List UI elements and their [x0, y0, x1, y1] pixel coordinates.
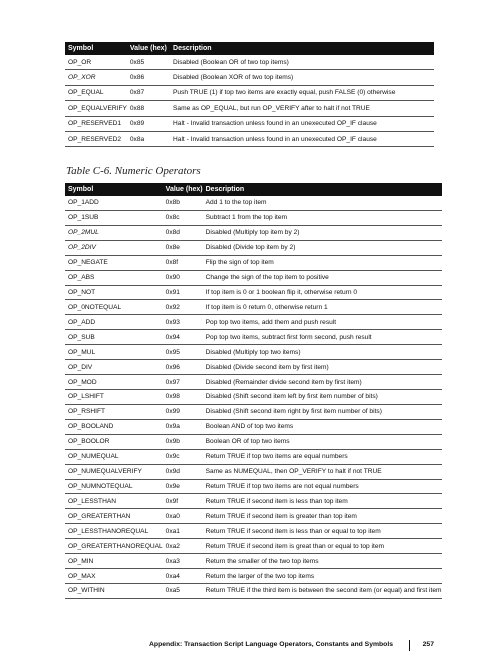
cell-symbol: OP_EQUAL [65, 85, 127, 100]
table-row [65, 101, 434, 116]
table-caption: Table C-6. Numeric Operators [66, 165, 201, 177]
table-row [65, 404, 442, 419]
cell-symbol: OP_ABS [65, 270, 163, 285]
cell-description: Pop top two items, subtract first form second, push result [203, 330, 442, 345]
table-row [65, 375, 442, 390]
cell-symbol: OP_SUB [65, 330, 163, 345]
cell-description: Return the smaller of the two top items [203, 554, 442, 569]
cell-description: Return TRUE if top two items are equal numbers [203, 449, 442, 464]
table-row [65, 524, 442, 539]
table-header-row [65, 42, 434, 55]
column-header-value: Value (hex) [163, 183, 203, 196]
column-header-value: Value (hex) [127, 42, 170, 55]
cell-description: Disabled (Divide top item by 2) [203, 240, 442, 255]
cell-value: 0x8f [163, 255, 203, 270]
cell-symbol: OP_NUMNOTEQUAL [65, 479, 163, 494]
cell-value: 0x8a [127, 131, 170, 146]
table-row [65, 509, 442, 524]
cell-value: 0x95 [163, 345, 203, 360]
cell-value: 0x97 [163, 375, 203, 390]
column-header-description: Description [203, 183, 442, 196]
cell-description: Same as NUMEQUAL, then OP_VERIFY to halt if not TRUE [203, 464, 442, 479]
cell-symbol: OP_0NOTEQUAL [65, 300, 163, 315]
cell-value: 0x92 [163, 300, 203, 315]
table-row [65, 569, 442, 584]
cell-value: 0x8c [163, 210, 203, 225]
cell-symbol: OP_1ADD [65, 196, 163, 210]
column-header-description: Description [170, 42, 434, 55]
cell-description: Return TRUE if second item is greater than top item [203, 509, 442, 524]
cell-value: 0x9b [163, 434, 203, 449]
table-row [65, 285, 442, 300]
page-footer [0, 640, 434, 652]
table-row [65, 300, 442, 315]
table-body [65, 196, 442, 598]
cell-description: Disabled (Shift second item left by first item number of bits) [203, 389, 442, 404]
footer-chapter-title: Appendix: Transaction Script Language Operators, Constants and Symbols [149, 641, 393, 648]
cell-value: 0xa1 [163, 524, 203, 539]
cell-symbol: OP_EQUALVERIFY [65, 101, 127, 116]
cell-symbol: OP_BOOLAND [65, 419, 163, 434]
cell-value: 0x8b [163, 196, 203, 210]
cell-description: Same as OP_EQUAL, but run OP_VERIFY after to halt if not TRUE [170, 101, 434, 116]
cell-description: Disabled (Multiply top item by 2) [203, 225, 442, 240]
cell-value: 0xa2 [163, 539, 203, 554]
cell-symbol: OP_OR [65, 55, 127, 70]
cell-value: 0x87 [127, 85, 170, 100]
page-number: 257 [422, 641, 434, 648]
cell-symbol: OP_XOR [65, 70, 127, 85]
cell-description: Boolean AND of top two items [203, 419, 442, 434]
cell-symbol: OP_WITHIN [65, 583, 163, 598]
cell-symbol: OP_LSHIFT [65, 389, 163, 404]
cell-value: 0xa3 [163, 554, 203, 569]
cell-value: 0x96 [163, 360, 203, 375]
cell-description: Disabled (Remainder divide second item by first item) [203, 375, 442, 390]
table-row [65, 360, 442, 375]
cell-symbol: OP_GREATERTHANOREQUAL [65, 539, 163, 554]
cell-value: 0x99 [163, 404, 203, 419]
table-row [65, 434, 442, 449]
table-row [65, 449, 442, 464]
table-row [65, 240, 442, 255]
footer-divider [409, 640, 410, 651]
cell-value: 0x88 [127, 101, 170, 116]
cell-description: Flip the sign of top item [203, 255, 442, 270]
table-row [65, 210, 442, 225]
table-row [65, 539, 442, 554]
cell-value: 0x9f [163, 494, 203, 509]
cell-symbol: OP_MOD [65, 375, 163, 390]
cell-symbol: OP_RESERVED1 [65, 116, 127, 131]
cell-description: If top item is 0 return 0, otherwise return 1 [203, 300, 442, 315]
cell-symbol: OP_1SUB [65, 210, 163, 225]
cell-description: Return the larger of the two top items [203, 569, 442, 584]
cell-description: Boolean OR of top two items [203, 434, 442, 449]
cell-value: 0x86 [127, 70, 170, 85]
table-row [65, 494, 442, 509]
cell-symbol: OP_MIN [65, 554, 163, 569]
table-row [65, 225, 442, 240]
cell-description: Add 1 to the top item [203, 196, 442, 210]
cell-symbol: OP_MAX [65, 569, 163, 584]
table-row [65, 255, 442, 270]
column-header-symbol: Symbol [65, 42, 127, 55]
table-row [65, 85, 434, 100]
cell-symbol: OP_2DIV [65, 240, 163, 255]
cell-description: Disabled (Boolean OR of two top items) [170, 55, 434, 70]
cell-description: Push TRUE (1) if top two items are exactly equal, push FALSE (0) otherwise [170, 85, 434, 100]
cell-description: Disabled (Divide second item by first item) [203, 360, 442, 375]
cell-symbol: OP_MUL [65, 345, 163, 360]
table-row [65, 270, 442, 285]
opcode-table-continued [65, 42, 434, 147]
cell-value: 0x9a [163, 419, 203, 434]
cell-value: 0x91 [163, 285, 203, 300]
cell-description: Change the sign of the top item to positive [203, 270, 442, 285]
cell-description: Pop top two items, add them and push result [203, 315, 442, 330]
table-row [65, 554, 442, 569]
cell-symbol: OP_RSHIFT [65, 404, 163, 419]
cell-value: 0x8e [163, 240, 203, 255]
cell-value: 0x8d [163, 225, 203, 240]
table-row [65, 583, 442, 598]
cell-description: Subtract 1 from the top item [203, 210, 442, 225]
table-row [65, 479, 442, 494]
cell-value: 0xa5 [163, 583, 203, 598]
numeric-operators-table [65, 183, 442, 599]
cell-value: 0x9d [163, 464, 203, 479]
cell-value: 0x9e [163, 479, 203, 494]
cell-symbol: OP_NEGATE [65, 255, 163, 270]
table-row [65, 345, 442, 360]
table-row [65, 196, 442, 210]
table-header-row [65, 183, 442, 196]
cell-symbol: OP_NUMEQUALVERIFY [65, 464, 163, 479]
cell-symbol: OP_BOOLOR [65, 434, 163, 449]
cell-description: If top item is 0 or 1 boolean flip it, otherwise return 0 [203, 285, 442, 300]
cell-symbol: OP_LESSTHAN [65, 494, 163, 509]
cell-value: 0x90 [163, 270, 203, 285]
table-row [65, 315, 442, 330]
cell-symbol: OP_LESSTHANOREQUAL [65, 524, 163, 539]
table-row [65, 131, 434, 146]
cell-description: Return TRUE if second item is great than or equal to top item [203, 539, 442, 554]
table-body [65, 55, 434, 147]
cell-value: 0x94 [163, 330, 203, 345]
table-row [65, 55, 434, 70]
column-header-symbol: Symbol [65, 183, 163, 196]
cell-symbol: OP_DIV [65, 360, 163, 375]
cell-description: Return TRUE if the third item is between the second item (or equal) and first item [203, 583, 442, 598]
cell-description: Disabled (Boolean XOR of two top items) [170, 70, 434, 85]
cell-symbol: OP_NOT [65, 285, 163, 300]
cell-value: 0x89 [127, 116, 170, 131]
cell-value: 0x9c [163, 449, 203, 464]
cell-description: Disabled (Shift second item right by first item number of bits) [203, 404, 442, 419]
cell-value: 0xa0 [163, 509, 203, 524]
table-row [65, 464, 442, 479]
cell-value: 0x85 [127, 55, 170, 70]
cell-value: 0xa4 [163, 569, 203, 584]
cell-value: 0x93 [163, 315, 203, 330]
cell-description: Halt - Invalid transaction unless found in an unexecuted OP_IF clause [170, 116, 434, 131]
cell-symbol: OP_ADD [65, 315, 163, 330]
cell-description: Return TRUE if second item is less than top item [203, 494, 442, 509]
cell-symbol: OP_GREATERTHAN [65, 509, 163, 524]
cell-value: 0x98 [163, 389, 203, 404]
cell-description: Return TRUE if second item is less than or equal to top item [203, 524, 442, 539]
cell-description: Return TRUE if top two items are not equal numbers [203, 479, 442, 494]
table-row [65, 389, 442, 404]
cell-symbol: OP_RESERVED2 [65, 131, 127, 146]
cell-description: Disabled (Multiply top two items) [203, 345, 442, 360]
cell-description: Halt - Invalid transaction unless found in an unexecuted OP_IF clause [170, 131, 434, 146]
table-row [65, 70, 434, 85]
cell-symbol: OP_2MUL [65, 225, 163, 240]
table-row [65, 116, 434, 131]
table-row [65, 330, 442, 345]
table-row [65, 419, 442, 434]
cell-symbol: OP_NUMEQUAL [65, 449, 163, 464]
